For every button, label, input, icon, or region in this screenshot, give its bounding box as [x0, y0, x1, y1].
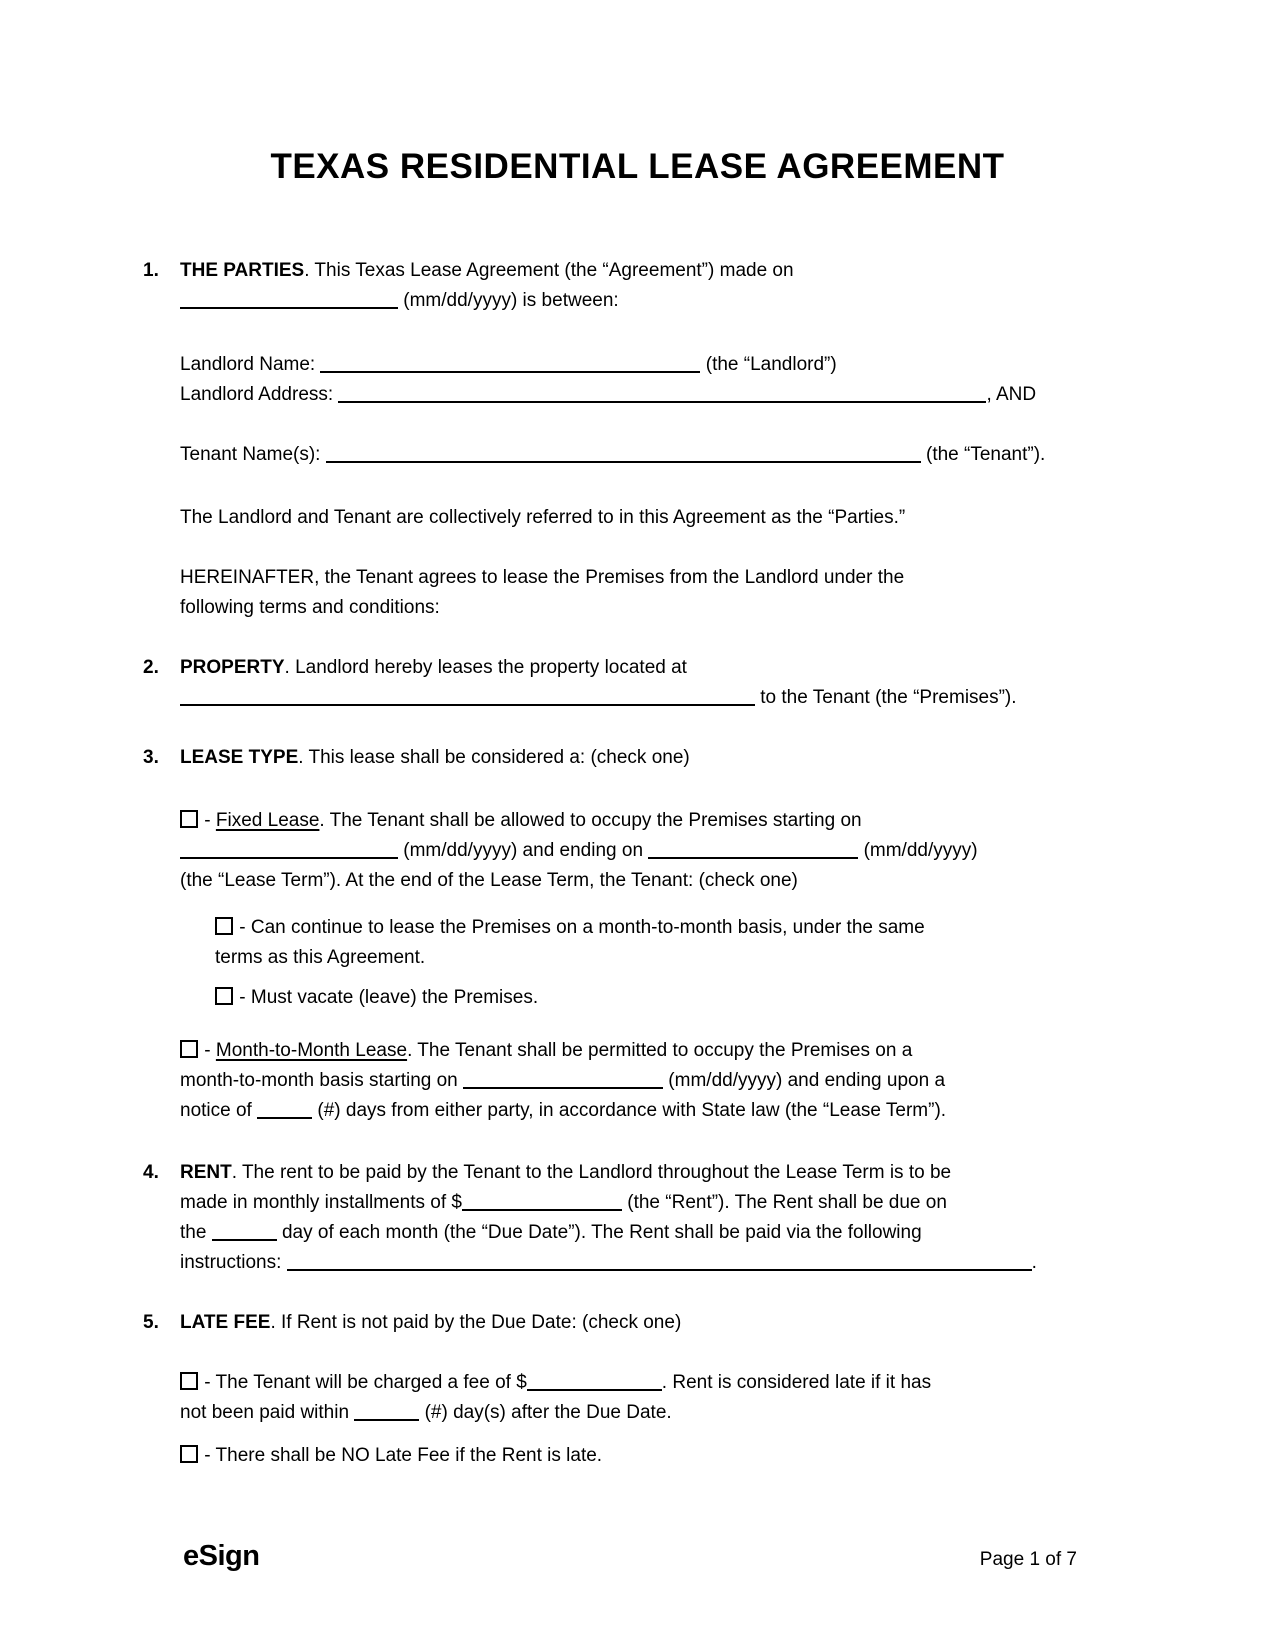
- section-number: 3.: [143, 747, 159, 768]
- late-days-blank[interactable]: [354, 1401, 419, 1421]
- fixed-lease-option: [180, 806, 1185, 896]
- text-run: (the “Tenant”).: [920, 444, 1046, 465]
- text-run: not been paid within: [180, 1402, 355, 1423]
- payment-instructions-blank[interactable]: [287, 1251, 1032, 1271]
- section-heading: RENT: [180, 1162, 232, 1183]
- underlined-term: Month-to-Month Lease: [215, 1040, 408, 1061]
- section-number: 5.: [143, 1312, 159, 1333]
- continue-month-to-month-checkbox[interactable]: [215, 917, 233, 935]
- text-run: (mm/dd/yyyy) and ending on: [398, 840, 649, 861]
- section-heading: LATE FEE: [180, 1312, 271, 1333]
- must-vacate-option: [215, 983, 1185, 1013]
- text-run: . The rent to be paid by the Tenant to the Landlord throughout the Lease Term is to be: [231, 1162, 952, 1183]
- text-run: -: [199, 810, 216, 831]
- due-day-blank[interactable]: [212, 1221, 277, 1241]
- text-run: day of each month (the “Due Date”). The Rent shall be paid via the following: [276, 1222, 922, 1243]
- must-vacate-checkbox[interactable]: [215, 987, 233, 1005]
- section-2-property: [143, 653, 1185, 713]
- text-run: (the “Lease Term”). At the end of the Lease Term, the Tenant: (check one): [180, 870, 798, 891]
- section-heading: THE PARTIES: [180, 260, 305, 281]
- text-run: (mm/dd/yyyy) is between:: [398, 290, 619, 311]
- text-run: Landlord Name:: [180, 354, 321, 375]
- text-run: month-to-month basis starting on: [180, 1070, 464, 1091]
- text-run: notice of: [180, 1100, 258, 1121]
- tenant-names-blank[interactable]: [326, 443, 921, 463]
- text-run: , AND: [986, 384, 1037, 405]
- text-run: . This lease shall be considered a: (check one): [298, 747, 690, 768]
- section-3-lease-type: [143, 743, 1185, 773]
- page-number: Page 1 of 7: [979, 1549, 1077, 1570]
- section-number: 1.: [143, 260, 159, 281]
- text-run: Tenant Name(s):: [180, 444, 326, 465]
- text-run: following terms and conditions:: [180, 597, 440, 618]
- text-run: (mm/dd/yyyy): [858, 840, 978, 861]
- text-run: to the Tenant (the “Premises”).: [755, 687, 1017, 708]
- hereinafter-clause: [180, 563, 1185, 623]
- text-run: made in monthly installments of $: [180, 1192, 462, 1213]
- text-run: - Must vacate (leave) the Premises.: [234, 987, 539, 1008]
- text-run: - There shall be NO Late Fee if the Rent is late.: [199, 1445, 603, 1466]
- late-fee-charged-option: [180, 1368, 1185, 1428]
- text-run: . The Tenant shall be allowed to occupy the Premises starting on: [319, 810, 862, 831]
- underlined-term: Fixed Lease: [215, 810, 320, 831]
- tenant-info: [180, 440, 1185, 470]
- text-run: (#) days from either party, in accordance with State law (the “Lease Term”).: [312, 1100, 947, 1121]
- fixed-lease-start-date-blank[interactable]: [180, 839, 398, 859]
- text-run: Landlord Address:: [180, 384, 339, 405]
- page-footer: [183, 1540, 1077, 1573]
- landlord-name-blank[interactable]: [320, 353, 700, 373]
- text-run: . If Rent is not paid by the Due Date: (check one): [270, 1312, 682, 1333]
- text-run: . Landlord hereby leases the property located at: [284, 657, 687, 678]
- text-run: -: [199, 1040, 216, 1061]
- late-fee-amount-blank[interactable]: [527, 1371, 662, 1391]
- month-to-month-lease-checkbox[interactable]: [180, 1040, 198, 1058]
- document-body: [0, 256, 1275, 1471]
- text-run: (the “Landlord”): [700, 354, 837, 375]
- section-number: 2.: [143, 657, 159, 678]
- text-run: the: [180, 1222, 212, 1243]
- no-late-fee-option: [180, 1441, 1185, 1471]
- month-to-month-start-date-blank[interactable]: [463, 1069, 663, 1089]
- text-run: instructions:: [180, 1252, 287, 1273]
- text-run: (the “Rent”). The Rent shall be due on: [621, 1192, 947, 1213]
- text-run: The Landlord and Tenant are collectively referred to in this Agreement as the “Parties.”: [180, 507, 906, 528]
- text-run: (mm/dd/yyyy) and ending upon a: [663, 1070, 946, 1091]
- text-run: - Can continue to lease the Premises on a month-to-month basis, under the same: [234, 917, 925, 938]
- section-4-rent: [143, 1158, 1185, 1278]
- text-run: . The Tenant shall be permitted to occupy the Premises on a: [407, 1040, 913, 1061]
- fixed-lease-end-date-blank[interactable]: [648, 839, 858, 859]
- rent-amount-blank[interactable]: [462, 1191, 622, 1211]
- notice-days-blank[interactable]: [257, 1099, 312, 1119]
- property-address-blank[interactable]: [180, 686, 755, 706]
- text-run: terms as this Agreement.: [215, 947, 426, 968]
- text-run: HEREINAFTER, the Tenant agrees to lease the Premises from the Landlord under the: [180, 567, 905, 588]
- section-1-parties: [143, 256, 1185, 316]
- fixed-lease-checkbox[interactable]: [180, 810, 198, 828]
- continue-month-to-month-option: [215, 913, 1185, 973]
- late-fee-charged-checkbox[interactable]: [180, 1372, 198, 1390]
- text-run: . Rent is considered late if it has: [661, 1372, 932, 1393]
- text-run: . This Texas Lease Agreement (the “Agreement”) made on: [304, 260, 794, 281]
- text-run: .: [1031, 1252, 1037, 1273]
- section-heading: PROPERTY: [180, 657, 285, 678]
- section-number: 4.: [143, 1162, 159, 1183]
- parties-clause: [180, 503, 1185, 533]
- section-heading: LEASE TYPE: [180, 747, 299, 768]
- month-to-month-option: [180, 1036, 1185, 1126]
- agreement-date-blank[interactable]: [180, 289, 398, 309]
- page-title: TEXAS RESIDENTIAL LEASE AGREEMENT: [270, 147, 1005, 186]
- landlord-info: [180, 350, 1185, 410]
- landlord-address-blank[interactable]: [338, 383, 986, 403]
- section-5-late-fee: [143, 1308, 1185, 1338]
- text-run: (#) day(s) after the Due Date.: [419, 1402, 672, 1423]
- text-run: - The Tenant will be charged a fee of $: [199, 1372, 527, 1393]
- no-late-fee-checkbox[interactable]: [180, 1445, 198, 1463]
- esign-logo: eSign: [183, 1540, 260, 1572]
